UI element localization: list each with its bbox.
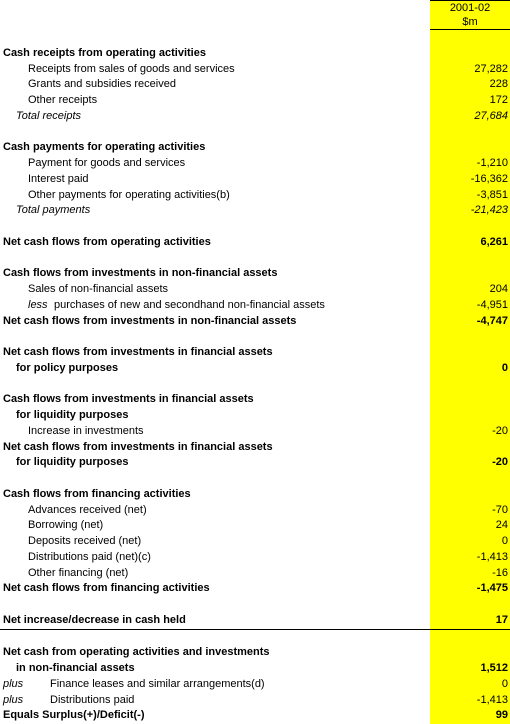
row-prefix: less — [28, 298, 48, 311]
statement-row — [0, 630, 510, 646]
statement-row — [0, 377, 510, 393]
row-label: Finance leases and similar arrangements(d) — [50, 677, 265, 690]
statement-row — [0, 424, 510, 440]
row-label: Net cash flows from operating activities — [3, 235, 211, 248]
statement-row — [0, 77, 510, 93]
statement-row — [0, 361, 510, 377]
statement-row — [0, 188, 510, 204]
statement-row — [0, 503, 510, 519]
column-unit: $m — [430, 15, 510, 30]
statement-row — [0, 203, 510, 219]
row-label: Increase in investments — [28, 424, 144, 437]
statement-row — [0, 597, 510, 613]
row-value: 27,282 — [430, 62, 510, 78]
row-label: purchases of new and secondhand non-financial assets — [54, 298, 325, 311]
statement-row — [0, 392, 510, 408]
row-label: Borrowing (net) — [28, 519, 104, 532]
statement-row — [0, 298, 510, 314]
row-value: 99 — [430, 708, 510, 724]
row-label: Deposits received (net) — [28, 535, 142, 547]
row-value — [430, 597, 510, 613]
row-value: -1,413 — [430, 693, 510, 709]
row-value — [430, 140, 510, 156]
row-value — [430, 408, 510, 424]
row-value: 27,684 — [430, 109, 510, 125]
row-value — [430, 377, 510, 393]
statement-row — [0, 156, 510, 172]
row-label: Cash flows from investments in financial assets — [3, 393, 254, 406]
statement-row — [0, 677, 510, 693]
row-value: -1,210 — [430, 156, 510, 172]
row-value: 1,512 — [430, 661, 510, 677]
row-value: -4,747 — [430, 314, 510, 330]
row-value — [430, 251, 510, 267]
row-label: Total payments — [16, 204, 91, 217]
row-label: Other payments for operating activities(b) — [28, 188, 230, 201]
row-label: Equals Surplus(+)/Deficit(-) — [3, 709, 145, 722]
statement-row — [0, 693, 510, 709]
row-value — [430, 266, 510, 282]
row-label: Payment for goods and services — [28, 157, 186, 169]
statement-row — [0, 440, 510, 456]
row-label: Distributions paid — [50, 693, 135, 706]
row-label: for policy purposes — [16, 361, 119, 374]
row-value: -1,413 — [430, 550, 510, 566]
row-value: -20 — [430, 455, 510, 471]
statement-row — [0, 172, 510, 188]
row-label: Other financing (net) — [28, 566, 129, 579]
statement-row — [0, 30, 510, 46]
statement-row — [0, 566, 510, 582]
row-prefix: plus — [3, 693, 24, 706]
row-value — [430, 345, 510, 361]
row-label: Net cash flows from financing activities — [3, 582, 210, 595]
statement-row — [0, 581, 510, 597]
statement-row — [0, 62, 510, 78]
row-value: 17 — [430, 613, 510, 629]
statement-row — [0, 46, 510, 62]
row-label: for liquidity purposes — [16, 409, 129, 421]
row-value — [430, 487, 510, 503]
header-year-row — [0, 0, 510, 15]
row-label: Other receipts — [28, 94, 98, 106]
statement-row — [0, 125, 510, 141]
statement-row — [0, 329, 510, 345]
row-value: 0 — [430, 534, 510, 550]
row-value — [430, 30, 510, 46]
row-label: Net cash from operating activities and investments — [3, 646, 270, 659]
statement-row — [0, 518, 510, 534]
statement-row — [0, 471, 510, 487]
statement-row — [0, 282, 510, 298]
column-year: 2001-02 — [430, 0, 510, 15]
row-value: -70 — [430, 503, 510, 519]
statement-row — [0, 93, 510, 109]
row-value — [430, 125, 510, 141]
statement-row — [0, 613, 510, 630]
statement-row — [0, 487, 510, 503]
row-value — [430, 219, 510, 235]
row-value: -4,951 — [430, 298, 510, 314]
row-label: Receipts from sales of goods and services — [28, 62, 235, 75]
row-label: Cash flows from financing activities — [3, 487, 191, 500]
row-label: Cash receipts from operating activities — [3, 46, 206, 59]
row-value: 0 — [430, 677, 510, 693]
row-label: Grants and subsidies received — [28, 78, 176, 91]
row-label: Net increase/decrease in cash held — [3, 613, 186, 626]
statement-row — [0, 708, 510, 724]
row-label: Distributions paid (net)(c) — [28, 550, 151, 563]
row-label: Sales of non-financial assets — [28, 283, 169, 295]
row-value: -1,475 — [430, 581, 510, 597]
statement-row — [0, 140, 510, 156]
row-label: Cash flows from investments in non-financial assets — [3, 267, 278, 280]
row-value: -21,423 — [430, 203, 510, 219]
statement-row — [0, 219, 510, 235]
statement-row — [0, 266, 510, 282]
row-label: in non-financial assets — [16, 662, 135, 674]
row-value: -20 — [430, 424, 510, 440]
row-value — [430, 392, 510, 408]
row-value: -3,851 — [430, 188, 510, 204]
row-value: 204 — [430, 282, 510, 298]
statement-row — [0, 109, 510, 125]
statement-row — [0, 314, 510, 330]
row-label: for liquidity purposes — [16, 456, 129, 469]
row-label: Net cash flows from investments in financial assets — [3, 346, 273, 358]
row-value: 6,261 — [430, 235, 510, 251]
header-unit-row — [0, 15, 510, 30]
row-value — [430, 471, 510, 487]
row-value: 24 — [430, 518, 510, 534]
row-label: Net cash flows from investments in non-financial assets — [3, 314, 297, 327]
row-label: Cash payments for operating activities — [3, 141, 206, 154]
row-label: Interest paid — [28, 172, 89, 185]
row-value — [430, 46, 510, 62]
row-label: Total receipts — [16, 109, 82, 122]
statement-row — [0, 534, 510, 550]
statement-row — [0, 251, 510, 267]
row-value — [430, 645, 510, 661]
row-label: Net cash flows from investments in financial assets — [3, 440, 273, 453]
row-value: 228 — [430, 77, 510, 93]
row-value: -16 — [430, 566, 510, 582]
row-value: 172 — [430, 93, 510, 109]
row-value — [430, 440, 510, 456]
row-value — [430, 329, 510, 345]
row-value: -16,362 — [430, 172, 510, 188]
row-prefix: plus — [3, 677, 24, 690]
statement-row — [0, 455, 510, 471]
statement-row — [0, 550, 510, 566]
statement-row — [0, 345, 510, 361]
row-value: 0 — [430, 361, 510, 377]
statement-row — [0, 661, 510, 677]
statement-row — [0, 235, 510, 251]
statement-row — [0, 645, 510, 661]
statement-rows — [0, 30, 510, 724]
row-label: Advances received (net) — [28, 503, 147, 516]
statement-row — [0, 408, 510, 424]
row-value — [430, 630, 510, 646]
